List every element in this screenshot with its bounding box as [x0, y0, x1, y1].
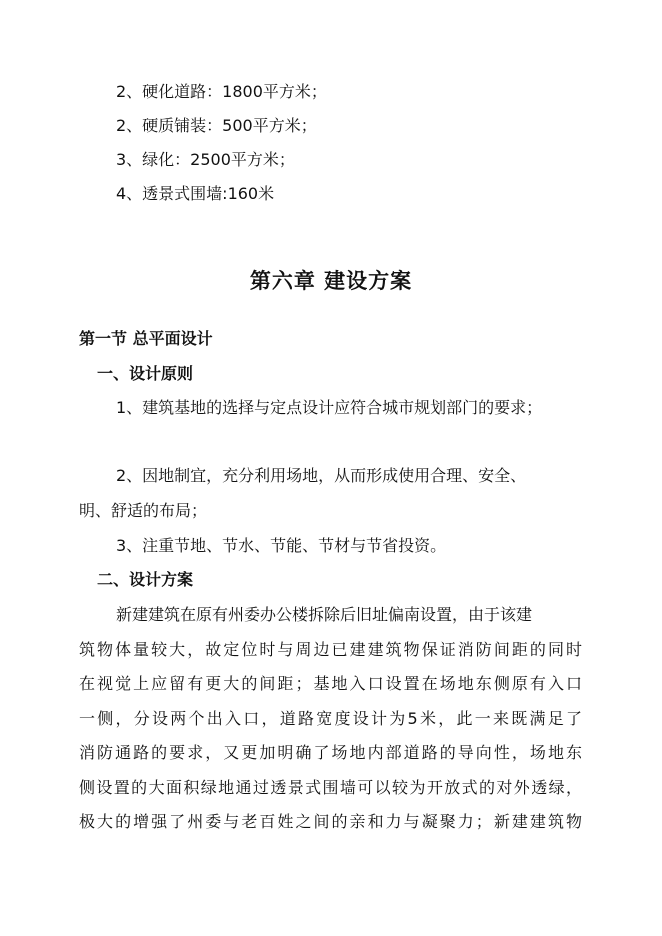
list-item-hardened-road: 2、硬化道路：1800平方米；	[116, 82, 327, 101]
list-item-hard-paving: 2、硬质铺装：500平方米；	[116, 116, 317, 135]
plan-paragraph-line-1: 新建建筑在原有州委办公楼拆除后旧址偏南设置，由于该建	[116, 605, 533, 624]
plan-paragraph-line-5: 消防通路的要求，又更加明确了场地内部道路的导向性，场地东	[79, 743, 582, 762]
plan-paragraph-line-3: 在视觉上应留有更大的间距；基地入口设置在场地东侧原有入口	[79, 674, 582, 693]
plan-paragraph-line-6: 侧设置的大面积绿地通过透景式围墙可以较为开放式的对外透绿，	[79, 778, 582, 797]
chapter-title: 第六章 建设方案	[249, 268, 413, 293]
subsection-title-principles: 一、设计原则	[97, 364, 194, 383]
section-title: 第一节 总平面设计	[79, 329, 213, 348]
list-item-greening: 3、绿化：2500平方米；	[116, 150, 295, 169]
principle-2: 2、因地制宜，充分利用场地，从而形成使用合理、安全、	[116, 466, 527, 485]
list-item-fence: 4、透景式围墙:160米	[116, 184, 275, 203]
plan-paragraph-line-7: 极大的增强了州委与老百姓之间的亲和力与凝聚力；新建建筑物	[79, 812, 582, 831]
principle-1: 1、建筑基地的选择与定点设计应符合城市规划部门的要求；	[116, 398, 543, 417]
principle-2-continued: 明、舒适的布局；	[79, 501, 208, 520]
plan-paragraph-line-4: 一侧，分设两个出入口，道路宽度设计为5米，此一来既满足了	[79, 709, 582, 728]
plan-paragraph-line-2: 筑物体量较大，故定位时与周边已建建筑物保证消防间距的同时	[79, 640, 582, 659]
subsection-title-plan: 二、设计方案	[97, 570, 194, 589]
principle-3: 3、注重节地、节水、节能、节材与节省投资。	[116, 536, 447, 555]
